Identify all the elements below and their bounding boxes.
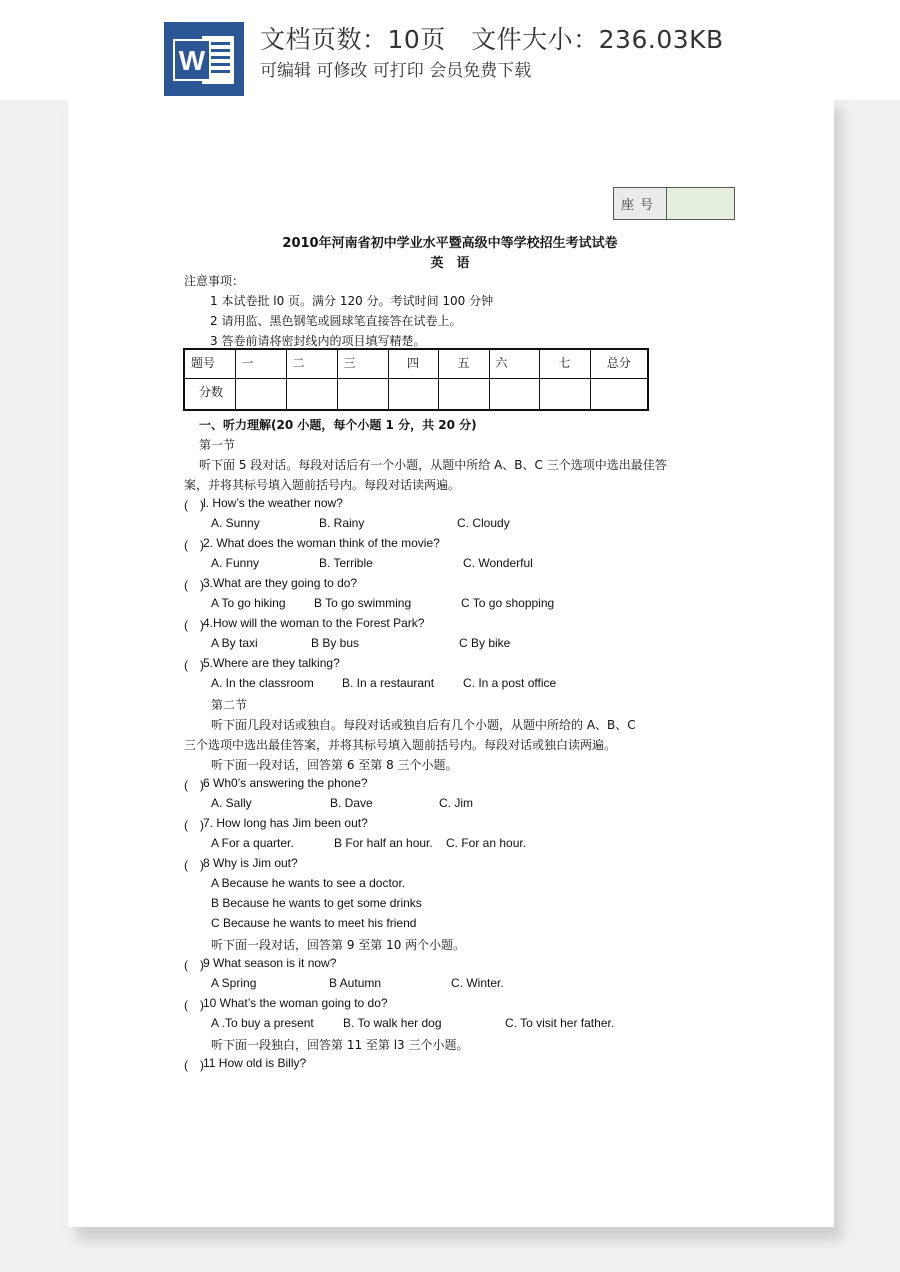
answer-bracket[interactable]: ( ) [184, 778, 204, 792]
option-b: B. Dave [330, 796, 373, 810]
question-text: 7. How long has Jim been out? [203, 816, 368, 830]
answer-bracket[interactable]: ( ) [184, 498, 204, 512]
option-c: C. Jim [439, 796, 473, 810]
option-b: B To go swimming [314, 596, 412, 610]
answer-bracket[interactable]: ( ) [184, 1058, 204, 1072]
document-info: 文档页数：10页 文件大小：236.03KB [260, 25, 724, 54]
exam-title: 2010年河南省初中学业水平暨高级中等学校招生考试试卷 [282, 236, 618, 251]
option-a: A Spring [211, 976, 257, 990]
table-cell: 五 [438, 349, 489, 378]
answer-bracket[interactable]: ( ) [184, 618, 204, 632]
option-c: C By bike [459, 636, 511, 650]
question-text: 10 What’s the woman going to do? [203, 996, 388, 1010]
question-text: 5.Where are they talking? [203, 656, 340, 670]
score-table [183, 348, 649, 411]
option-b: B Because he wants to get some drinks [211, 896, 422, 910]
notes-heading: 注意事项： [184, 274, 245, 288]
option-b: B For half an hour. [334, 836, 433, 850]
score-cell[interactable] [539, 378, 590, 410]
option-c: C. For an hour. [446, 836, 527, 850]
question-text: 3.What are they going to do? [203, 576, 358, 590]
instruction-line: 听下面一段对话，回答第 9 至第 10 两个小题。 [211, 938, 466, 952]
instruction-line: 案，并将其标号填入题前括号内。每段对话读两遍。 [184, 478, 461, 492]
note-3: 3 答卷前请将密封线内的项目填写精楚。 [210, 334, 426, 348]
table-cell: 分数 [184, 378, 235, 410]
instruction-line: 听下面 5 段对话。每段对话后有一个小题，从题中所给 A、B、C 三个选项中选出最佳答 [199, 458, 667, 472]
note-1: 1 本试卷批 l0 页。满分 120 分。考试时间 100 分钟 [210, 294, 494, 308]
option-c: C Because he wants to meet his friend [211, 916, 417, 930]
table-row [184, 349, 648, 378]
option-a: A. Sunny [211, 516, 260, 530]
instruction-line: 听下面几段对话或独自。每段对话或独自后有几个小题，从题中所给的 A、B、C [211, 718, 636, 732]
answer-bracket[interactable]: ( ) [184, 958, 204, 972]
part-heading: 第一节 [199, 438, 236, 452]
instruction-line: 三个选项中选出最佳答案，并将其标号填入题前括号内。每段对话或独白读两遍。 [184, 738, 617, 752]
table-row [184, 378, 648, 410]
option-b: B Autumn [329, 976, 382, 990]
section-heading: 一、听力理解(20 小题，每个小题 1 分，共 20 分) [199, 418, 477, 432]
table-cell: 总分 [590, 349, 648, 378]
option-a: A By taxi [211, 636, 258, 650]
option-a: A. Funny [211, 556, 260, 570]
table-cell: 一 [235, 349, 286, 378]
seat-label: 座号 [614, 188, 667, 219]
svg-text:W: W [178, 45, 206, 76]
table-cell: 题号 [184, 349, 235, 378]
word-document-icon [164, 22, 244, 96]
question-text: l. How’s the weather now? [203, 496, 343, 510]
seat-value-field [667, 188, 734, 219]
instruction-line: 听下面一段独白，回答第 11 至第 l3 三个小题。 [211, 1038, 469, 1052]
score-cell[interactable] [235, 378, 286, 410]
score-cell[interactable] [286, 378, 337, 410]
table-cell: 七 [539, 349, 590, 378]
question-text: 9 What season is it now? [203, 956, 337, 970]
score-cell[interactable] [489, 378, 539, 410]
instruction-line: 听下面一段对话，回答第 6 至第 8 三个小题。 [211, 758, 458, 772]
answer-bracket[interactable]: ( ) [184, 998, 204, 1012]
exam-subject: 英 语 [430, 256, 470, 271]
question-text: 2. What does the woman think of the movie? [203, 536, 440, 550]
option-a: A. Sally [211, 796, 252, 810]
table-cell: 六 [489, 349, 539, 378]
option-c: C. Wonderful [463, 556, 533, 570]
option-b: B. In a restaurant [342, 676, 435, 690]
answer-bracket[interactable]: ( ) [184, 858, 204, 872]
table-cell: 三 [337, 349, 388, 378]
option-a: A .To buy a present [211, 1016, 314, 1030]
header-banner [0, 0, 900, 100]
score-cell[interactable] [438, 378, 489, 410]
option-a: A. In the classroom [211, 676, 314, 690]
option-b: B. Terrible [319, 556, 373, 570]
question-text: 11 How old is Billy? [203, 1056, 307, 1070]
table-cell: 二 [286, 349, 337, 378]
option-c: C. Winter. [451, 976, 504, 990]
option-b: B. Rainy [319, 516, 365, 530]
answer-bracket[interactable]: ( ) [184, 818, 204, 832]
note-2: 2 请用监、黑色钢笔或圆球笔直接答在试卷上。 [210, 314, 462, 328]
option-a: A To go hiking [211, 596, 286, 610]
option-c: C To go shopping [461, 596, 555, 610]
option-a: A Because he wants to see a doctor. [211, 876, 406, 890]
answer-bracket[interactable]: ( ) [184, 538, 204, 552]
part-heading: 第二节 [211, 698, 248, 712]
answer-bracket[interactable]: ( ) [184, 578, 204, 592]
score-cell[interactable] [337, 378, 388, 410]
answer-bracket[interactable]: ( ) [184, 658, 204, 672]
seat-number-box [613, 187, 735, 220]
option-b: B By bus [311, 636, 360, 650]
option-c: C. To visit her father. [505, 1016, 615, 1030]
score-cell[interactable] [590, 378, 648, 410]
option-b: B. To walk her dog [343, 1016, 442, 1030]
question-text: 6 Wh0’s answering the phone? [203, 776, 368, 790]
question-text: 4.How will the woman to the Forest Park? [203, 616, 425, 630]
document-features: 可编辑 可修改 可打印 会员免费下载 [260, 61, 532, 81]
option-a: A For a quarter. [211, 836, 294, 850]
option-c: C. In a post office [463, 676, 557, 690]
option-c: C. Cloudy [457, 516, 510, 530]
score-cell[interactable] [388, 378, 438, 410]
question-text: 8 Why is Jim out? [203, 856, 298, 870]
table-cell: 四 [388, 349, 438, 378]
